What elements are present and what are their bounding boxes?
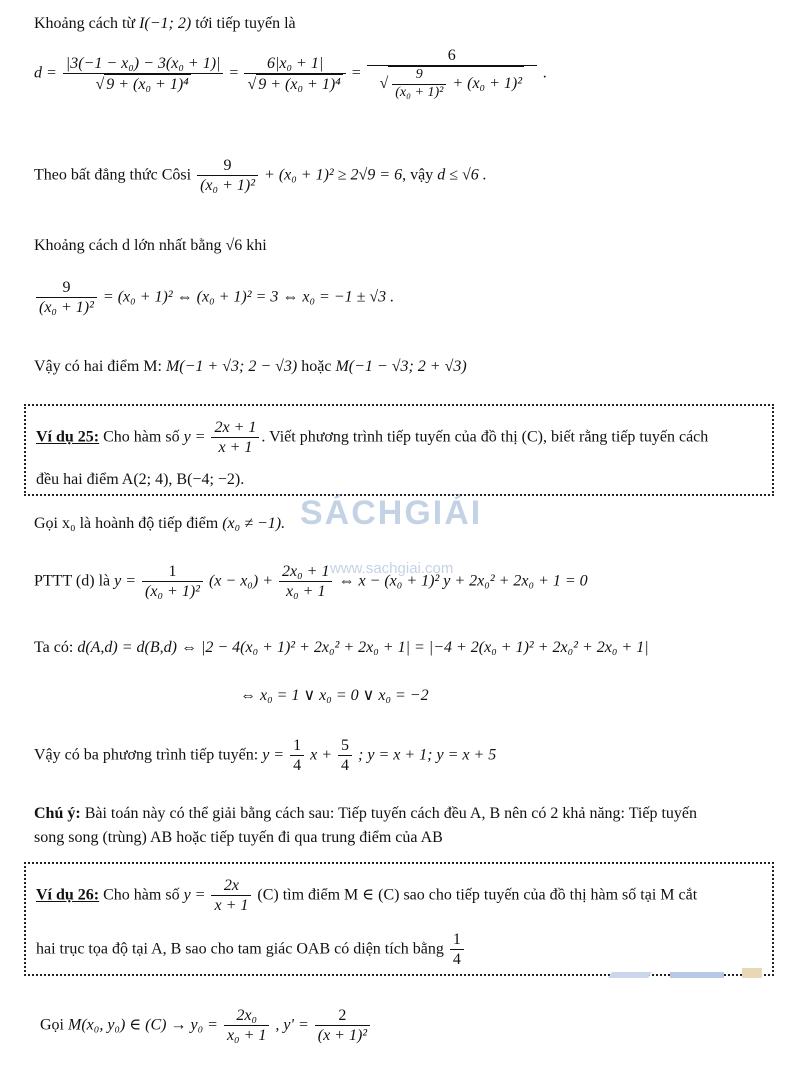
equal-distance-condition: Ta có: d(A,d) = d(B,d) ⇔ |2 − 4(x₀ + 1)² + 2x₀² + 2x₀ + 1| = |−4 + 2(x₀ + 1)² + 2x₀² + 2x₀ + 1| [34,639,649,656]
fraction: $\frac{9}{\text{(x₀ + 1)²}}$ [392,67,446,102]
fraction: $\frac{\text{6|x₀ + 1|}}{\text{√ 9 + (x₀ + 1)⁴}}$ [244,54,345,94]
cauchy-inequality: Theo bất đẳng thức Côsi $\frac{9}{\text{(x₀ + 1)²}}$ + (x₀ + 1)² ≥ 2√9 = 6, vậy d ≤ √6 . [34,157,487,195]
fraction: $\frac{5}{4}$ [338,736,352,775]
tangent-point-setup: Gọi x₀ là hoành độ tiếp điểm (x₀ ≠ −1). [34,515,286,532]
fraction: $\frac{2}{\text{(x + 1)²}}$ [315,1006,370,1045]
fraction: 6 √ $\frac{9}{\text{(x₀ + 1)²}}$ + (x₀ + 1)² [367,46,537,102]
max-distance: Khoảng cách d lớn nhất bằng √6 khi [34,237,267,254]
example-25-line2: đều hai điểm A(2; 4), B(−4; −2). [36,471,245,488]
fraction: $\frac{1}{4}$ [450,930,464,969]
decorative-stroke [742,968,762,978]
tangent-equation: PTTT (d) là y = $\frac{1}{\text{(x₀ + 1)²}}$ (x − x₀) + $\frac{\text{2x₀ + 1}}{\text{x₀ + 1}}$ ⇔ x − (x₀ + 1)² y + 2x₀² + 2x₀ + 1 = 0 [34,563,588,601]
fraction: $\frac{\text{2x₀}}{\text{x₀ + 1}}$ [224,1006,269,1045]
example-25-box [24,404,774,496]
equality-condition: $\frac{9}{\text{(x₀ + 1)²}}$ = (x₀ + 1)² ⇔ (x₀ + 1)² = 3 ⇔ x₀ = −1 ± √3 . [34,278,394,317]
x0-solutions: ⇔ x₀ = 1 ∨ x₀ = 0 ∨ x₀ = −2 [240,687,429,704]
decorative-stroke [670,972,724,978]
fraction: $\frac{\text{|3(−1 − x₀) − 3(x₀ + 1)|}}{\text{√ 9 + (x₀ + 1)⁴}}$ [63,54,224,94]
note-line2: song song (trùng) AB hoặc tiếp tuyến đi qua trung điểm của AB [34,829,443,846]
watermark-url: www.sachgiai.com [330,560,454,577]
two-points-result: Vậy có hai điểm M: M(−1 + √3; 2 − √3) hoặc M(−1 − √3; 2 + √3) [34,358,467,375]
fraction: $\frac{2x}{x + 1}$ [211,876,251,915]
example-26-line1: Ví dụ 26: Cho hàm số y = $\frac{2x}{x + 1}$ (C) tìm điểm M ∈ (C) sao cho tiếp tuyến của đồ thị hàm số tại M cắt [36,877,698,915]
note-line1: Chú ý: Bài toán này có thể giải bằng cách sau: Tiếp tuyến cách đều A, B nên có 2 khả năng: Tiếp tuyến [34,805,698,822]
decorative-stroke [608,972,651,978]
fraction: $\frac{1}{4}$ [290,736,304,775]
fraction: $\frac{2x + 1}{x + 1}$ [211,418,259,457]
distance-formula: d = $\frac{\text{|3(−1 − x₀) − 3(x₀ + 1)|}}{\text{√ 9 + (x₀ + 1)⁴}}$ = $\frac{\text{6|x₀ + 1|}}{\text{√ 9 + (x₀ + 1)⁴}}$ = 6 √ $\frac{9}{\text{(x₀ + 1)²}}$ + (x₀ + 1)² . [34,47,547,100]
watermark-logo: SÁCHGIẢI [300,494,483,532]
fraction: $\frac{9}{\text{(x₀ + 1)²}}$ [36,278,97,317]
example-25-line1: Ví dụ 25: Cho hàm số y = $\frac{2x + 1}{x + 1}$ . Viết phương trình tiếp tuyến của đồ thị (C), biết rằng tiếp tuyến cách [36,419,709,457]
distance-intro: Khoảng cách từ I(−1; 2) tới tiếp tuyến là [34,15,296,32]
fraction: $\frac{1}{\text{(x₀ + 1)²}}$ [142,562,203,601]
three-tangents-result: Vậy có ba phương trình tiếp tuyến: y = $\frac{1}{4}$ x + $\frac{5}{4}$ ; y = x + 1; y = x + 5 [34,737,497,775]
example-26-box [24,862,774,976]
point-m-derivative: Gọi M(x₀, y₀) ∈ (C) → y₀ = $\frac{\text{2x₀}}{\text{x₀ + 1}}$ , y' = $\frac{2}{\text{(x + 1)²}}$ [40,1006,372,1045]
fraction: $\frac{9}{\text{(x₀ + 1)²}}$ [197,156,258,195]
example-26-line2: hai trục tọa độ tại A, B sao cho tam giác OAB có diện tích bằng $\frac{1}{4}$ [36,930,466,969]
fraction: $\frac{\text{2x₀ + 1}}{\text{x₀ + 1}}$ [279,562,332,601]
